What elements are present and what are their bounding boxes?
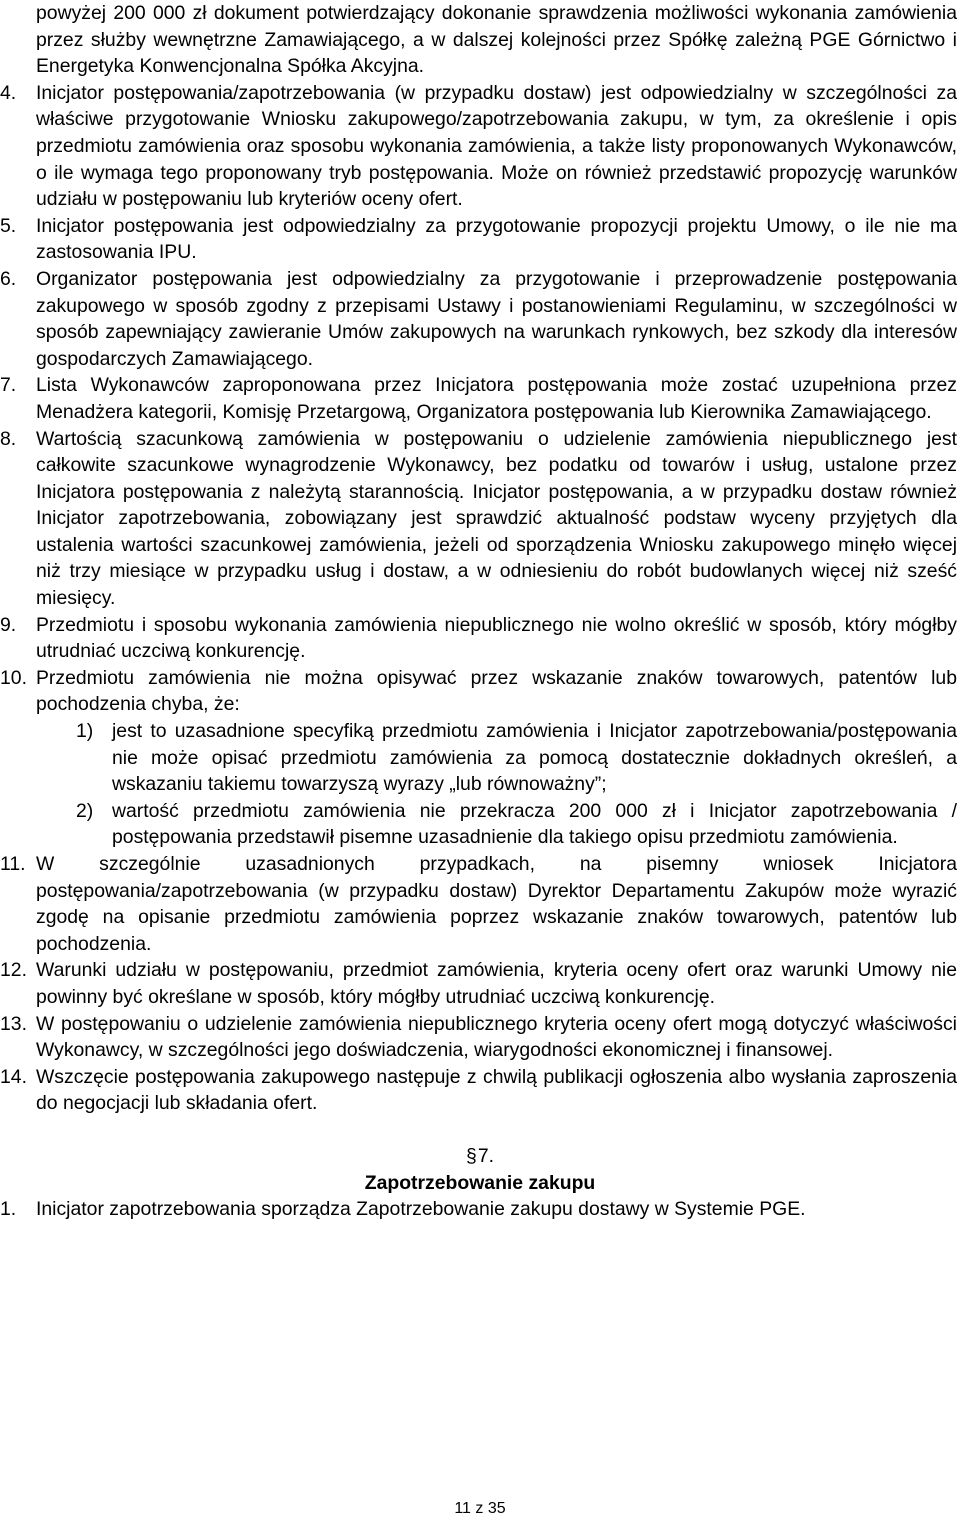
- list-item-text: Inicjator postępowania jest odpowiedzialny za przygotowanie propozycji projektu Umowy, o ile nie ma zastosowania IPU.: [36, 214, 957, 264]
- list-item-text: Wartością szacunkową zamówienia w postępowaniu o udzielenie zamówienia niepublicznego jest całkowite szacunkowe wynagrodzenie Wykonawcy, bez podatku od towarów i usług, ustalone przez Inicjatora postępowania z należytą starannością. Inicjator postępowania, a w przypadku dostaw również Inicjator zapotrzebowania, zobowiązany jest sprawdzić aktualność podstaw wyceny przyjętych dla ustalenia wartości szacunkowej zamówienia, jeżeli od sporządzenia Wniosku zakupowego minęło więcej niż trzy miesiące w przypadku usług i dostaw, a w odniesieniu do robót budowlanych więcej niż sześć miesięcy.: [36, 427, 957, 610]
- list-item-number: 8.: [0, 427, 17, 450]
- list-item-text: W postępowaniu o udzielenie zamówienia niepublicznego kryteria oceny ofert mogą dotyczyć właściwości Wykonawcy, w szczególności jego doświadczenia, wiarygodności ekonomicznej i finansowej.: [36, 1012, 957, 1062]
- list-item-number: 13.: [0, 1012, 27, 1035]
- section-mark: §: [466, 1144, 477, 1167]
- section-number: [0, 1143, 960, 1170]
- list-item: [0, 213, 960, 266]
- section-number-value: 7.: [477, 1144, 494, 1167]
- list-item: [0, 665, 960, 718]
- list-item-text: Inicjator postępowania/zapotrzebowania (w przypadku dostaw) jest odpowiedzialny w szczególności za właściwe przygotowanie Wniosku zakupowego/zapotrzebowania zakupu, w tym, za określenie i opis przedmiotu zamówienia oraz sposobu wykonania zamówienia, a także listy proponowanych Wykonawców, o ile wymaga tego proponowany tryb postępowania. Może on również przedstawić propozycję warunków udziału w postępowaniu lub kryteriów oceny ofert.: [36, 81, 957, 211]
- list-item-number: 7.: [0, 374, 17, 397]
- list-item-text: Przedmiotu i sposobu wykonania zamówienia niepublicznego nie wolno określić w sposób, który mógłby utrudniać uczciwą konkurencję.: [36, 613, 957, 663]
- section-list: [0, 1196, 960, 1223]
- list-item-number: 11.: [0, 853, 26, 875]
- list-item: [0, 426, 960, 612]
- list-item: [0, 851, 960, 957]
- sub-list: [0, 718, 960, 851]
- list-item-text: W szczególnie uzasadnionych przypadkach, na pisemny wniosek Inicjatora postępowania/zapotrzebowania (w przypadku dostaw) Dyrektor Departamentu Zakupów może wyrazić zgodę na opisanie przedmiotu zamówienia poprzez wskazanie znaków towarowych, patentów lub pochodzenia.: [36, 853, 957, 955]
- sub-list-item-number: 2): [76, 799, 94, 822]
- page-number-footer: 11 z 35: [454, 1500, 506, 1517]
- sub-list-item: [0, 798, 960, 851]
- intro-paragraph: powyżej 200 000 zł dokument potwierdzający dokonanie sprawdzenia możliwości wykonania zamówienia przez służby wewnętrzne Zamawiającego, a w dalszej kolejności przez Spółkę zależną PGE Górnictwo i Energetyka Konwencjonalna Spółka Akcyjna.: [36, 2, 957, 78]
- list-item: [0, 266, 960, 372]
- sub-list-item-text: wartość przedmiotu zamówienia nie przekracza 200 000 zł i Inicjator zapotrzebowania / postępowania przedstawił pisemne uzasadnienie dla takiego opisu przedmiotu zamówienia.: [112, 799, 957, 849]
- list-item: [0, 1196, 960, 1223]
- list-item-text: Przedmiotu zamówienia nie można opisywać przez wskazanie znaków towarowych, patentów lub pochodzenia chyba, że:: [36, 666, 957, 716]
- list-item: [0, 1064, 960, 1117]
- sub-list-item-number: 1): [76, 720, 94, 743]
- list-item-number: 9.: [0, 613, 17, 636]
- list-item-number: 4.: [0, 81, 17, 104]
- list-items-11-14: [0, 851, 960, 1117]
- list-item: [0, 80, 960, 213]
- list-item: [0, 372, 960, 425]
- list-item-number: 12.: [0, 959, 27, 982]
- list-item-text: Organizator postępowania jest odpowiedzialny za przygotowanie i przeprowadzenie postępowania zakupowego w sposób zgodny z przepisami Ustawy i postanowieniami Regulaminu, w szczególności w sposób zapewniający zawieranie Umów zakupowych na warunkach rynkowych, bez szkody dla interesów gospodarczych Zamawiającego.: [36, 267, 957, 370]
- list-item-text: Inicjator zapotrzebowania sporządza Zapotrzebowanie zakupu dostawy w Systemie PGE.: [36, 1198, 806, 1221]
- list-item-number: 14.: [0, 1065, 27, 1088]
- list-item-number: 6.: [0, 267, 17, 290]
- list-item-text: Wszczęcie postępowania zakupowego następuje z chwilą publikacji ogłoszenia albo wysłania zaproszenia do negocjacji lub składania ofert.: [36, 1065, 957, 1115]
- list-item: [0, 1011, 960, 1064]
- list-item-number: 10.: [0, 666, 27, 689]
- list-items-4-10: [0, 80, 960, 718]
- list-item-text: Lista Wykonawców zaproponowana przez Inicjatora postępowania może zostać uzupełniona przez Menadżera kategorii, Komisję Przetargową, Organizatora postępowania lub Kierownika Zamawiającego.: [36, 374, 957, 423]
- sub-list-item: [0, 718, 960, 798]
- section-title: Zapotrzebowanie zakupu: [364, 1171, 596, 1194]
- list-item-number: 5.: [0, 214, 17, 237]
- list-item-number: 1.: [0, 1198, 17, 1221]
- list-item: [0, 612, 960, 665]
- sub-list-item-text: jest to uzasadnione specyfiką przedmiotu zamówienia i Inicjator zapotrzebowania/postępowania nie może opisać przedmiotu zamówienia za pomocą dostatecznie dokładnych określeń, a wskazaniu takiemu towarzyszą wyrazy „lub równoważny”;: [112, 720, 957, 796]
- list-item-text: Warunki udziału w postępowaniu, przedmiot zamówienia, kryteria oceny ofert oraz warunki Umowy nie powinny być określane w sposób, który mógłby utrudniać uczciwą konkurencję.: [36, 959, 957, 1008]
- list-item: [0, 957, 960, 1010]
